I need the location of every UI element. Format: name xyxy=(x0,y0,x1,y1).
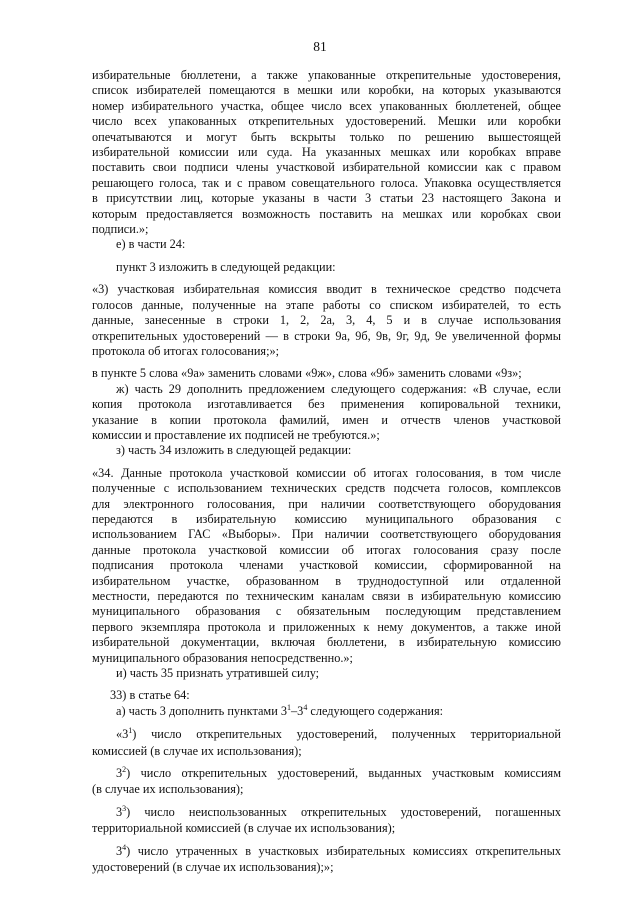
item-a-prefix: а) часть 3 дополнить пунктами 3 xyxy=(116,703,288,718)
document-body xyxy=(92,68,561,876)
sub-item xyxy=(92,766,561,798)
page-number: 81 xyxy=(313,39,327,54)
sub-item-text: ) число открепительных удостоверений, полученных территориальной xyxy=(132,727,561,742)
text-line: открепительных удостоверений — в строки 9а, 9б, 9в, 9г, 9д, 9е увеличенной формы xyxy=(92,328,561,343)
sub-item-sup: 2 xyxy=(122,765,127,775)
text-line: подписания протокола членами участковой комиссии, сформированной на xyxy=(92,558,561,573)
text-line xyxy=(92,805,561,821)
text-line: голосов данные, полученные на этапе работы со списком избирателей, то есть xyxy=(92,297,561,312)
text-line: избирательном участке, образованном в труднодоступной или отдаленной xyxy=(92,573,561,588)
text-line: избирательной документации, включая бюллетени, в избирательную комиссию xyxy=(92,635,561,650)
text-line xyxy=(92,766,561,782)
text-line: комиссией (в случае их использования); xyxy=(92,743,302,758)
text-line: копия протокола изготавливается без применения копировальной техники, xyxy=(92,397,561,412)
item-a xyxy=(92,704,561,720)
sub-item-text: ) число неиспользованных открепительных удостоверений, погашенных xyxy=(126,804,561,819)
paragraph-part-34 xyxy=(92,466,561,666)
sub-item-text: ) число открепительных удостоверений, выданных участковым комиссиям xyxy=(126,766,561,781)
item-a-sup-start: 1 xyxy=(287,702,292,712)
item-i: и) часть 35 признать утратившей силу; xyxy=(116,666,320,681)
sub-item-prefix: 3 xyxy=(116,843,123,858)
sub-item-text: ) число утраченных в участковых избирательных комиссиях открепительных xyxy=(126,843,561,858)
text-line: комиссии и проставление их подписей не требуются.»; xyxy=(92,427,380,442)
paragraph-packaging xyxy=(92,68,561,237)
text-line: местности, передаются по техническим каналам связи в избирательную комиссию xyxy=(92,589,561,603)
text-line: данные протокола участковой комиссии об итогах голосования сразу после xyxy=(92,542,561,557)
text-line: муниципального образования с обязательным последующим представлением xyxy=(92,604,561,619)
text-line: территориальной комиссией (в случае их использования); xyxy=(92,821,396,836)
item-a-sup-end: 4 xyxy=(303,702,308,712)
text-line: полученные с использованием технических средств подсчета голосов, комплексов xyxy=(92,481,561,496)
text-line: избирательные бюллетени, а также упакованные открепительные удостоверения, xyxy=(92,68,561,82)
text-line xyxy=(92,727,561,743)
text-line: данные, занесенные в строки 1, 2, 2а, 3, 4, 5 и в случае использования xyxy=(92,313,561,328)
text-line: список избирателей помещаются в мешки или коробки, на которых указываются xyxy=(92,83,561,98)
sub-item xyxy=(92,727,561,759)
item-a-suffix: следующего содержания: xyxy=(307,703,444,718)
text-line: для электронного голосования, при наличии соответствующего оборудования xyxy=(92,496,561,511)
text-line: передаются в избирательную комиссию муниципального образования с xyxy=(92,511,561,526)
text-line: решающего голоса, так и с правом совещательного голоса. Упаковка осуществляется xyxy=(92,175,561,190)
text-line: «3) участковая избирательная комиссия вводит в техническое средство подсчета xyxy=(92,282,561,297)
item-33: 33) в статье 64: xyxy=(110,688,190,703)
text-line: протокола об итогах голосования;»; xyxy=(92,343,280,358)
sub-item-prefix: 3 xyxy=(116,804,123,819)
sub-item-sup: 4 xyxy=(122,842,127,852)
sub-item xyxy=(92,844,561,876)
item-zh xyxy=(92,382,561,444)
text-line: «34. Данные протокола участковой комиссии об итогах голосования, в том числе xyxy=(92,465,561,480)
text-line: опечатываются и могут быть вскрыты только по решению вышестоящей xyxy=(92,129,561,144)
text-line: использованием ГАС «Выборы». При наличии соответствующего оборудования xyxy=(92,527,561,542)
text-line xyxy=(92,844,561,860)
text-line: в присутствии лиц, которые указаны в части 3 статьи 23 настоящего Закона и xyxy=(92,191,561,206)
sub-item-prefix: «3 xyxy=(116,727,129,742)
item-a-dash: –3 xyxy=(291,703,304,718)
text-line: удостоверений (в случае их использования);»; xyxy=(92,860,334,875)
paragraph-point-3 xyxy=(92,282,561,359)
text-line: первого экземпляра протокола и приложенных к нему документов, а также иной xyxy=(92,619,561,634)
item-point-5: в пункте 5 слова «9а» заменить словами «9ж», слова «9б» заменить словами «9з»; xyxy=(92,366,522,381)
text-line: которым предоставляется возможность поставить на мешках или коробках свои xyxy=(92,206,561,221)
text-line: муниципального образования непосредственно.»; xyxy=(92,650,353,665)
text-line: ж) часть 29 дополнить предложением следующего содержания: «В случае, если xyxy=(116,381,561,396)
text-line: указание в копии протокола фамилий, имен и отчеств членов участковой xyxy=(92,412,561,427)
text-line: число всех упакованных открепительных удостоверений. Мешки или коробки xyxy=(92,114,561,129)
item-e: е) в части 24: xyxy=(116,237,186,252)
sub-item xyxy=(92,805,561,837)
text-line: номер избирательного участка, общее число всех упакованных бюллетеней, общее xyxy=(92,98,561,113)
sub-item-prefix: 3 xyxy=(116,766,123,781)
sub-item-sup: 1 xyxy=(128,726,133,736)
sub-item-sup: 3 xyxy=(122,803,127,813)
item-point-3: пункт 3 изложить в следующей редакции: xyxy=(116,259,336,274)
text-line: поставить свои подписи члены участковой избирательной комиссии как с правом xyxy=(92,160,561,175)
item-z: з) часть 34 изложить в следующей редакции: xyxy=(116,443,352,458)
text-line: избирательной комиссии или суда. На указанных мешках или коробках вправе xyxy=(92,145,561,160)
text-line: (в случае их использования); xyxy=(92,782,244,797)
text-line: подписи.»; xyxy=(92,222,149,237)
